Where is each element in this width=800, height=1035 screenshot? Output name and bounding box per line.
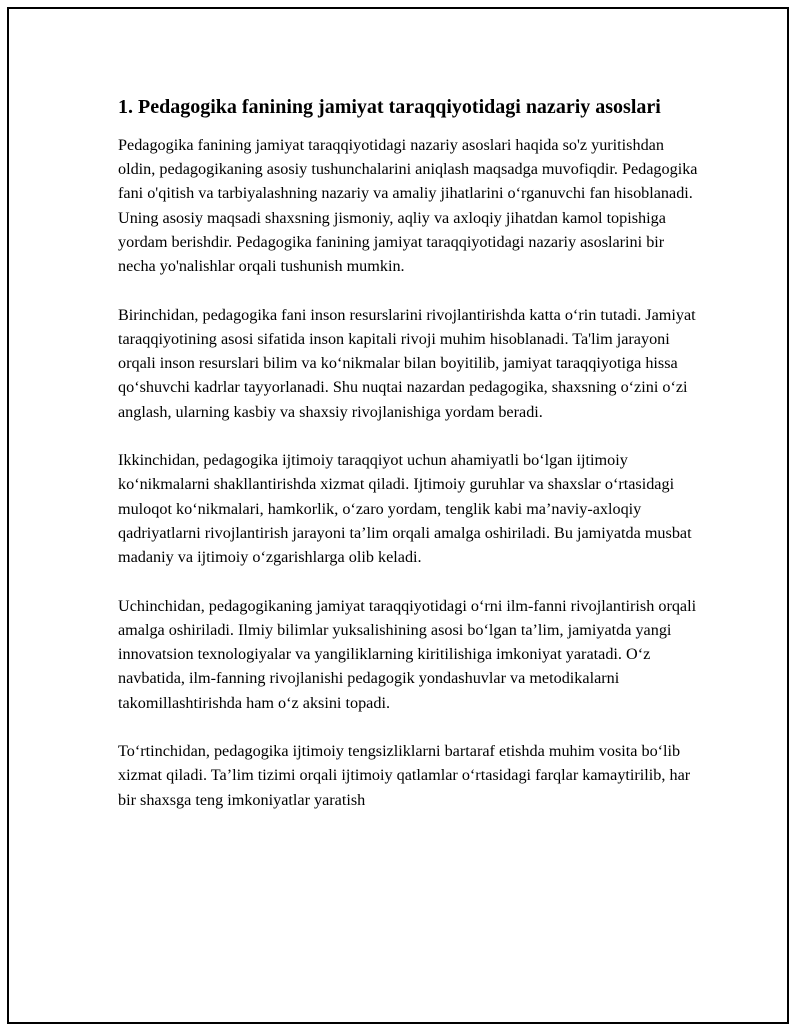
paragraph-third: Uchinchidan, pedagogikaning jamiyat taraqqiyotidagi o‘rni ilm-fanni rivojlantirish orqali amalga oshiriladi. Ilmiy bilimlar yuksalishining asosi bo‘lgan ta’lim, jamiyatda yangi innovatsion texnologiyalar va yangiliklarning kiritilishiga imkoniyat yaratadi. O‘z navbatida, ilm-fanning rivojlanishi pedagogik yondashuvlar va metodikalarni takomillashtirishda ham o‘z aksini topadi. xyxy=(118,596,697,712)
paragraph-second: Ikkinchidan, pedagogika ijtimoiy taraqqiyot uchun ahamiyatli bo‘lgan ijtimoiy ko‘nikmalarni shakllantirishda xizmat qiladi. Ijtimoiy guruhlar va shaxslar o‘rtasidagi muloqot ko‘nikmalari, hamkorlik, o‘zaro yordam, tenglik kabi ma’naviy-axloqiy qadriyatlarni rivojlantirish jarayoni ta’lim orqali amalga oshiriladi. Bu jamiyatda musbat madaniy va ijtimoiy o‘zgarishlarga olib keladi. xyxy=(118,451,692,567)
paragraph-first: Birinchidan, pedagogika fani inson resurslarini rivojlantirishda katta o‘rin tutadi. Jamiyat taraqqiyotining asosi sifatida inson kapitali rivoji muhim hisoblanadi. Ta'lim jarayoni orqali inson resurslari bilim va ko‘nikmalar bilan boyitilib, jamiyat taraqqiyotiga hissa qo‘shuvchi kadrlar tayyorlanadi. Shu nuqtai nazardan pedagogika, shaxsning o‘zini o‘zi anglash, ularning kasbiy va shaxsiy rivojlanishiga yordam beradi. xyxy=(118,305,696,421)
section-heading: 1. Pedagogika fanining jamiyat taraqqiyotidagi nazariy asoslari xyxy=(118,96,661,118)
document-body xyxy=(118,94,700,836)
paragraph-intro: Pedagogika fanining jamiyat taraqqiyotidagi nazariy asoslari haqida so'z yuritishdan oldin, pedagogikaning asosiy tushunchalarini aniqlash maqsadga muvofiqdir. Pedagogika fani o'qitish va tarbiyalashning nazariy va amaliy jihatlarini o‘rganuvchi fan hisoblanadi. Uning asosiy maqsadi shaxsning jismoniy, aqliy va axloqiy jihatdan kamol topishiga yordam berishdir. Pedagogika fanining jamiyat taraqqiyotidagi nazariy asoslarini bir necha yo'nalishlar orqali tushunish mumkin. xyxy=(118,136,698,276)
paragraph-fourth: To‘rtinchidan, pedagogika ijtimoiy tengsizliklarni bartaraf etishda muhim vosita bo‘lib xizmat qiladi. Ta’lim tizimi orqali ijtimoiy qatlamlar o‘rtasidagi farqlar kamaytirilib, har bir shaxsga teng imkoniyatlar yaratish xyxy=(118,742,691,809)
